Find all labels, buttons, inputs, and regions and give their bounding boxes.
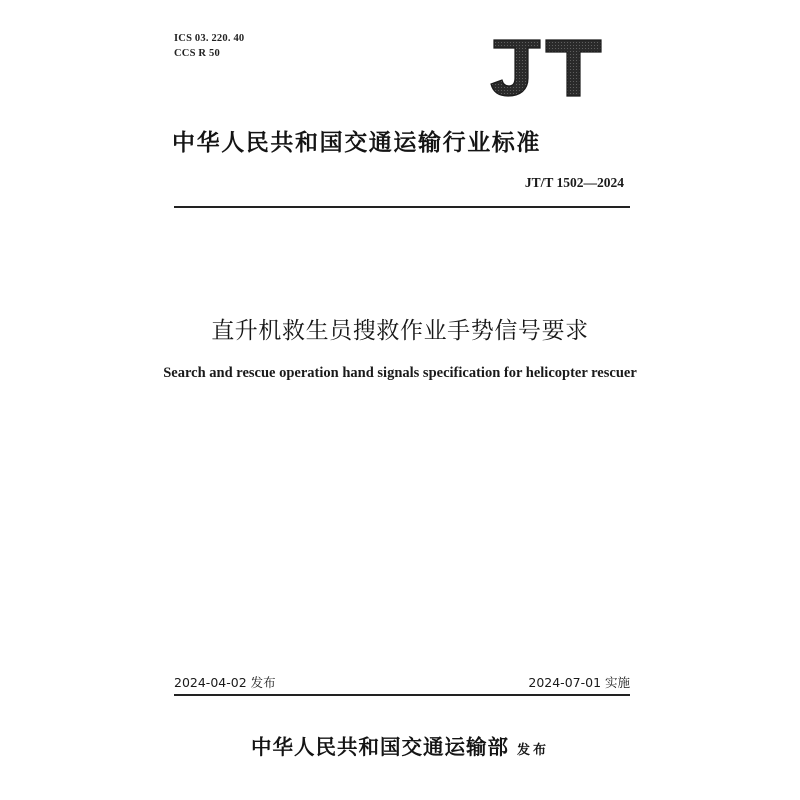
standard-category-title: 中华人民共和国交通运输行业标准 — [172, 130, 541, 156]
top-divider — [174, 206, 630, 208]
bottom-divider — [174, 694, 630, 696]
document-title-chinese: 直升机救生员搜救作业手势信号要求 — [211, 318, 589, 344]
publisher-name: 中华人民共和国交通运输部 — [250, 735, 509, 759]
document-title-english: Search and rescue operation hand signals specification for helicopter rescuer — [163, 365, 637, 381]
standard-number: JT/T 1502—2024 — [524, 175, 624, 190]
publisher-suffix: 发布 — [516, 743, 549, 758]
implementation-date: 2024-07-01 实施 — [528, 675, 630, 690]
jt-logo — [488, 38, 604, 98]
publisher-line — [0, 730, 800, 760]
ccs-code: CCS R 50 — [174, 48, 220, 59]
ics-code: ICS 03. 220. 40 — [174, 33, 245, 44]
issue-date: 2024-04-02 发布 — [174, 675, 276, 690]
